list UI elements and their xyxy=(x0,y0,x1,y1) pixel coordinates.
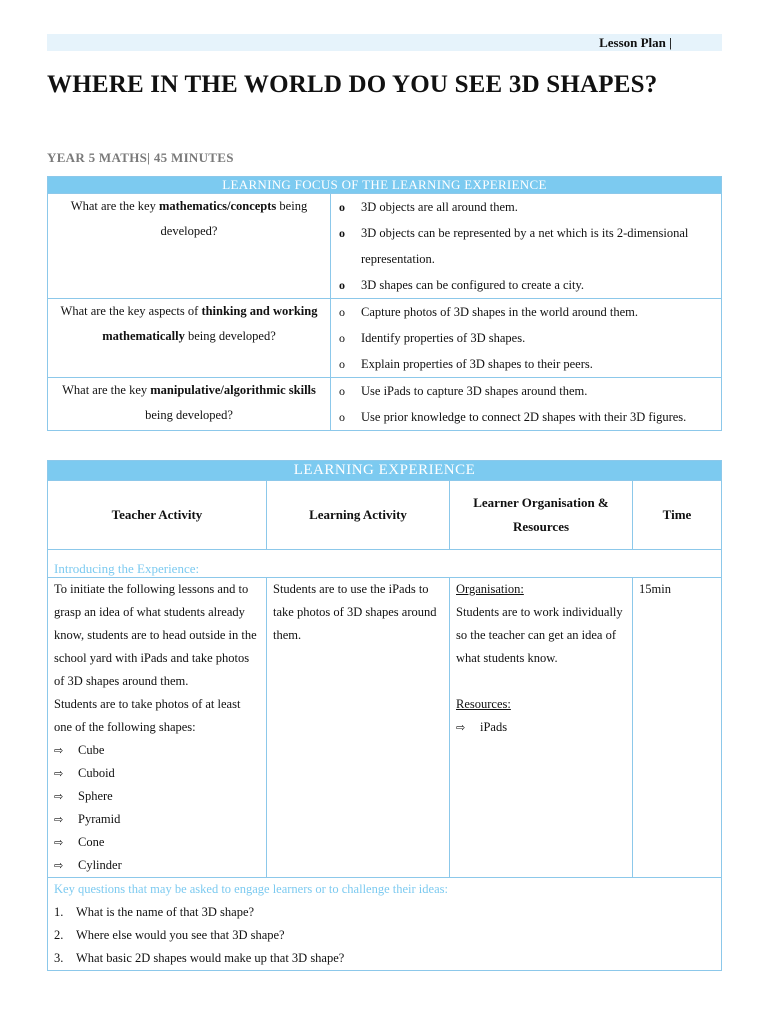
list-item xyxy=(54,947,715,970)
circle-bullet-icon: o xyxy=(339,278,345,292)
circle-bullet-icon: o xyxy=(339,226,345,240)
circle-bullet-icon: o xyxy=(339,384,345,398)
question-text: being developed? xyxy=(145,408,233,422)
list-item xyxy=(54,808,260,831)
list-item xyxy=(339,378,715,404)
learning-experience-table xyxy=(47,460,722,971)
list-item-text: Pyramid xyxy=(78,812,121,826)
learning-activity-cell: Students are to use the iPads to take photos of 3D shapes around them. xyxy=(267,578,450,878)
resources-list xyxy=(456,716,626,739)
list-item-text: 3D objects are all around them. xyxy=(361,200,518,214)
question-text: What are the key xyxy=(70,199,159,213)
list-item-text: Cylinder xyxy=(78,858,122,872)
arrow-right-icon: ⇨ xyxy=(54,836,64,849)
list-item-text: Cuboid xyxy=(78,766,115,780)
time-cell: 15min xyxy=(633,578,722,878)
organisation-cell xyxy=(450,578,633,878)
focus-question xyxy=(48,194,331,299)
column-header-learning-activity: Learning Activity xyxy=(267,481,450,550)
focus-answers xyxy=(331,299,722,378)
question-text: What are the key aspects of xyxy=(60,304,202,318)
question-keyword: thinking and working mathematically xyxy=(102,304,318,343)
list-item-text: Sphere xyxy=(78,789,113,803)
question-text: being developed? xyxy=(160,199,308,238)
learning-focus-table xyxy=(47,176,722,431)
teacher-activity-instruction: Students are to take photos of at least one of the following shapes: xyxy=(54,697,241,734)
list-item xyxy=(339,325,715,351)
learning-focus-heading: LEARNING FOCUS OF THE LEARNING EXPERIENCE xyxy=(48,177,722,194)
question-keyword: mathematics/concepts xyxy=(158,199,277,213)
list-item xyxy=(54,739,260,762)
page-subtitle: YEAR 5 MATHS| 45 MINUTES xyxy=(47,150,234,165)
arrow-right-icon: ⇨ xyxy=(54,859,64,872)
list-item xyxy=(339,220,715,272)
list-item-text: Use prior knowledge to connect 2D shapes with their 3D figures. xyxy=(361,410,687,424)
shape-list xyxy=(54,739,260,877)
arrow-right-icon: ⇨ xyxy=(456,721,466,734)
list-item xyxy=(54,901,715,924)
resources-label: Resources: xyxy=(456,697,511,711)
page-title: WHERE IN THE WORLD DO YOU SEE 3D SHAPES? xyxy=(47,71,658,98)
list-item-text: 3D shapes can be configured to create a city. xyxy=(361,278,585,292)
question-keyword: manipulative/algorithmic skills xyxy=(150,383,316,397)
list-item-text: Identify properties of 3D shapes. xyxy=(361,331,526,345)
column-header-organisation-resources: Learner Organisation & Resources xyxy=(450,481,633,550)
focus-question xyxy=(48,299,331,378)
list-item xyxy=(54,854,260,877)
list-item-text: Explain properties of 3D shapes to their peers. xyxy=(361,357,593,371)
list-item xyxy=(339,299,715,325)
list-number: 3. xyxy=(54,951,64,965)
circle-bullet-icon: o xyxy=(339,357,345,371)
list-number: 2. xyxy=(54,928,64,942)
list-item xyxy=(339,194,715,220)
circle-bullet-icon: o xyxy=(339,410,345,424)
table-row xyxy=(48,578,722,878)
circle-bullet-icon: o xyxy=(339,331,345,345)
teacher-activity-intro: To initiate the following lessons and to grasp an idea of what students already know, students are to head outside in the school yard with iPads and take photos of 3D shapes around them. xyxy=(54,582,257,688)
arrow-right-icon: ⇨ xyxy=(54,813,64,826)
list-item xyxy=(54,924,715,947)
list-item-text: Use iPads to capture 3D shapes around them. xyxy=(361,384,588,398)
list-item-text: iPads xyxy=(480,720,508,734)
focus-answers xyxy=(331,194,722,299)
list-item-text: Cone xyxy=(78,835,105,849)
list-item-text: What basic 2D shapes would make up that 3D shape? xyxy=(76,951,345,965)
learning-experience-heading: LEARNING EXPERIENCE xyxy=(48,461,722,481)
key-questions-list xyxy=(54,901,715,970)
list-item xyxy=(54,762,260,785)
question-text: being developed? xyxy=(184,329,276,343)
section-label: Introducing the Experience: xyxy=(48,550,722,578)
column-header-time: Time xyxy=(633,481,722,550)
arrow-right-icon: ⇨ xyxy=(54,744,64,757)
organisation-label: Organisation: xyxy=(456,582,524,596)
header-label: Lesson Plan | xyxy=(599,35,672,50)
list-item-text: Capture photos of 3D shapes in the world around them. xyxy=(361,305,639,319)
list-item xyxy=(339,351,715,377)
list-number: 1. xyxy=(54,905,64,919)
circle-bullet-icon: o xyxy=(339,305,345,319)
list-item xyxy=(54,785,260,808)
key-questions-label: Key questions that may be asked to engage learners or to challenge their ideas: xyxy=(54,882,448,896)
focus-row xyxy=(48,299,722,378)
list-item-text: Where else would you see that 3D shape? xyxy=(76,928,285,942)
list-item xyxy=(339,404,715,430)
column-header-teacher-activity: Teacher Activity xyxy=(48,481,267,550)
question-text: What are the key xyxy=(62,383,151,397)
focus-answers xyxy=(331,378,722,431)
teacher-activity-cell xyxy=(48,578,267,878)
key-questions-cell xyxy=(48,878,722,971)
organisation-text: Students are to work individually so the teacher can get an idea of what students know. xyxy=(456,605,623,665)
list-item-text: Cube xyxy=(78,743,105,757)
arrow-right-icon: ⇨ xyxy=(54,790,64,803)
list-item xyxy=(339,272,715,298)
focus-row xyxy=(48,378,722,431)
list-item xyxy=(54,831,260,854)
list-item-text: 3D objects can be represented by a net which is its 2-dimensional representation. xyxy=(361,226,689,266)
focus-question xyxy=(48,378,331,431)
list-item xyxy=(456,716,626,739)
circle-bullet-icon: o xyxy=(339,200,345,214)
list-item-text: What is the name of that 3D shape? xyxy=(76,905,255,919)
focus-row xyxy=(48,194,722,299)
arrow-right-icon: ⇨ xyxy=(54,767,64,780)
